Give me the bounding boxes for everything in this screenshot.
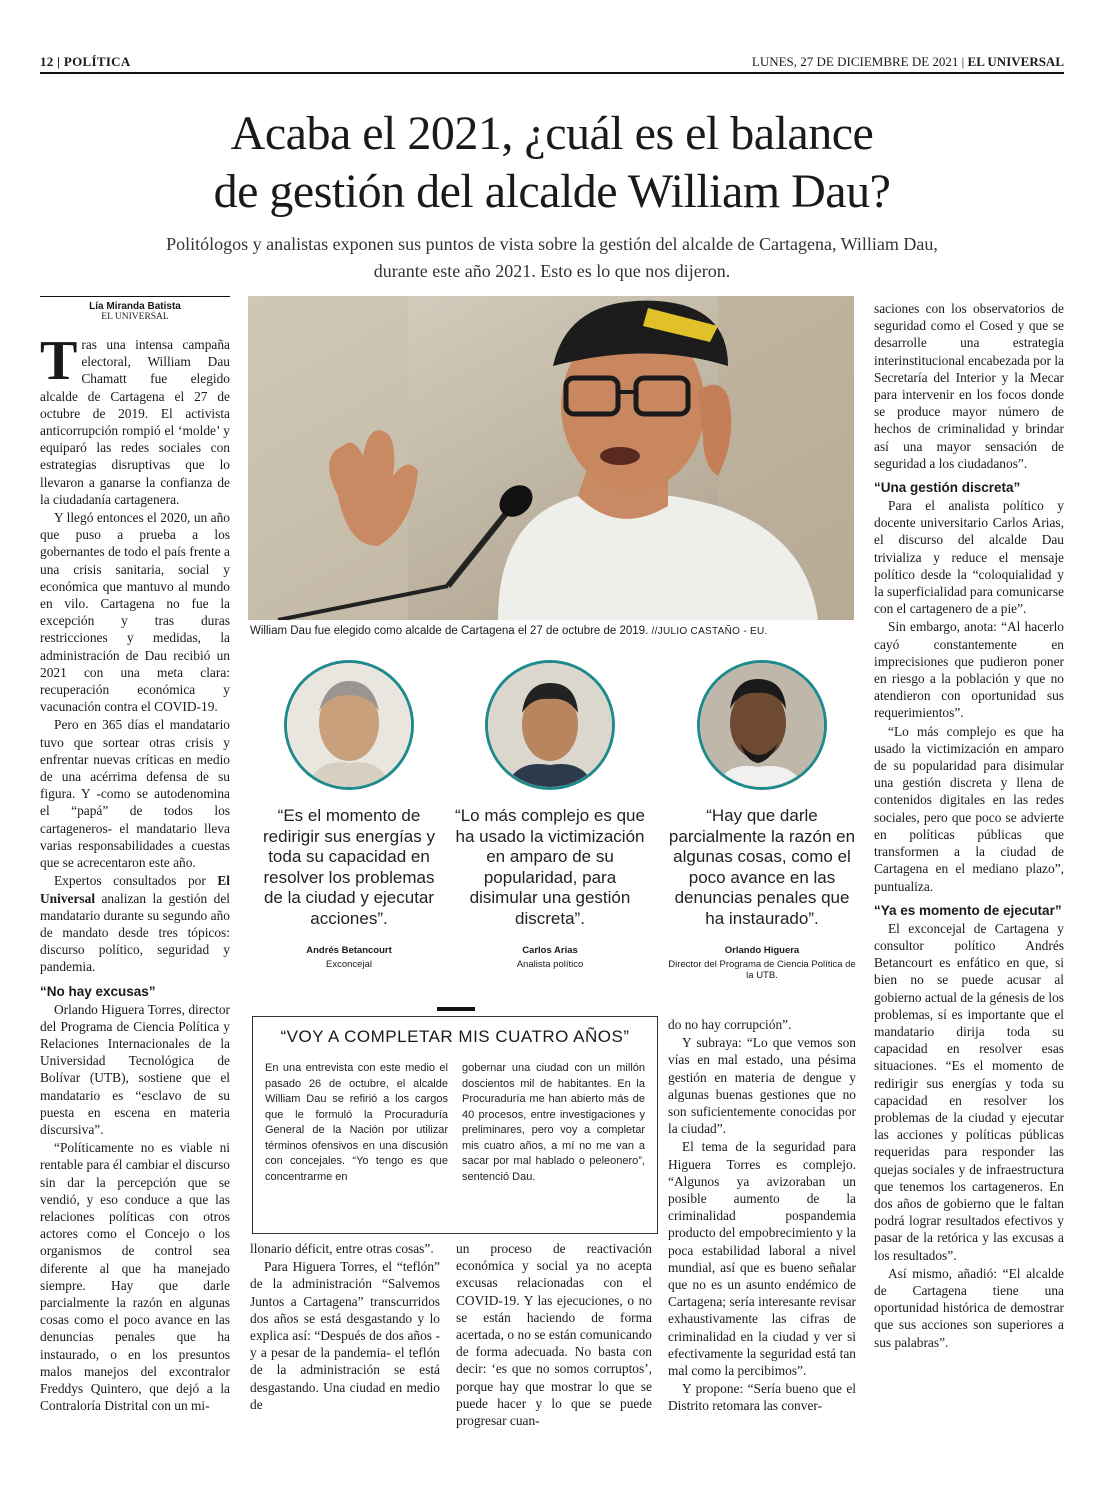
quote-text-3: “Hay que darle parcialmente la razón en algunas cosas, como el poco avance en las denuncias penales que ha instaurado”. — [668, 806, 856, 928]
headline — [40, 105, 1064, 221]
quote-role-2: Analista político — [516, 959, 584, 970]
subhead-una-gestion-discreta: “Una gestión discreta” — [874, 480, 1021, 496]
portrait-orlando-higuera — [697, 660, 827, 790]
deck-line-2: durante este año 2021. Esto es lo que nos dijeron. — [373, 261, 731, 281]
photo-credit: //JULIO CASTAÑO - EU. — [651, 626, 768, 637]
date-text: LUNES, 27 DE DICIEMBRE DE 2021 | — [751, 54, 965, 69]
quote-text-1: “Es el momento de redirigir sus energías y toda su capacidad en resolver los problemas de la ciudad y ejecutar acciones”. — [263, 806, 435, 928]
col5-paragraph-3: Sin embargo, anota: “Al hacerlo cayó constantemente en imprecisiones que pudieron poner en riesgo a la población y que no atendieron con oportunidad sus requerimientos”. — [874, 619, 1064, 721]
col1-paragraph-5: Orlando Higuera Torres, director del Programa de Ciencia Política y Relaciones Internacionales de la Universidad Tecnológica de Bolívar (UTB), sostiene que el mandatario es “esclavo de su puesta en escena en materia discursiva”. — [40, 1001, 230, 1137]
caption-text: William Dau fue elegido como alcalde de Cartagena el 27 de octubre de 2019. — [250, 625, 649, 637]
col4-paragraph-2: Y subraya: “Lo que vemos son vías en mal estado, una pésima gestión en materia de dengue y algunas buenas gestiones que no son suficientemente conocidas por la ciudad”. — [668, 1035, 856, 1137]
publication-name: EL UNIVERSAL — [967, 54, 1064, 69]
quote-role-3: Director del Programa de Ciencia Política de la UTB. — [668, 959, 856, 981]
col2-paragraph-2: Para Higuera Torres, el “teflón” de la administración “Salvemos Juntos a Cartagena” transcurridos dos años se está desgastando y lo explica así: “Después de dos años -y a pesar de la pandemia- el teflón de la administración se está desgastando. Una ciudad en medio de — [250, 1259, 440, 1412]
sidebar-title: “VOY A COMPLETAR MIS CUATRO AÑOS” — [280, 1027, 630, 1046]
portrait-carlos-arias — [485, 660, 615, 790]
col5-paragraph-6: Así mismo, añadió: “El alcalde de Cartagena tiene una oportunidad histórica de demostrar que sus acciones son superiores a sus palabras”. — [874, 1265, 1064, 1350]
page-header — [40, 52, 1064, 74]
col5-paragraph-4: “Lo más complejo es que ha usado la victimización en amparo de su popularidad para disimular una gestión discreta y llena de contenidos digitales en las redes sociales, pero que poco se advierte en políticas públicas que transformen a la ciudad de Cartagena en el mediano plazo”, puntualiza. — [874, 723, 1064, 894]
sidebar-text-left: En una entrevista con este medio el pasado 26 de octubre, el alcalde William Dau se refirió a los cargos que le formuló la Procuraduría General de la Nación por utilizar términos ofensivos en una discusión con concejales. “Yo tengo es que concentrarme en — [265, 1062, 448, 1183]
quote-name-3: Orlando Higuera — [724, 945, 800, 956]
sidebar-box — [252, 1016, 658, 1234]
column-3 — [456, 1240, 652, 1430]
headline-line-2: de gestión del alcalde William Dau? — [213, 165, 891, 218]
deck — [100, 231, 1004, 285]
page-section: 12 | POLÍTICA — [40, 54, 131, 69]
col5-paragraph-1: saciones con los observatorios de seguridad como el Cosed y que se desarrolle una estrategia interinstitucional encabezada por la Secretaría del Interior y la Mecar para intervenir en los focos donde se produce mayor número de hechos de criminalidad y brindar así una mayor sensación de seguridad a los ciudadanos”. — [874, 301, 1064, 471]
portrait-andres-betancourt — [284, 660, 414, 790]
col5-paragraph-2: Para el analista político y docente universitario Carlos Arias, el discurso del alcalde Dau trivializa y reduce el mensaje político desde la “coloquialidad y la superficialidad para comunicarse con el cartagenero de a pie”. — [874, 498, 1064, 617]
sidebar-text-right: gobernar una ciudad con un millón doscientos mil de habitantes. En la Procuraduría me han abierto más de 40 procesos, entre investigaciones y preliminares, pero voy a completar mis cuatro años, a mí no me van a sacar por mal hablado o peleonero”, sentenció Dau. — [462, 1062, 645, 1183]
author-name: Lía Miranda Batista — [89, 301, 181, 312]
main-photo — [248, 296, 854, 620]
col4-paragraph-3: El tema de la seguridad para Higuera Torres es complejo. “Algunos ya avizoraban un posible aumento de la criminalidad pospandemia producto del empobrecimiento y la poca estabilidad laboral a nivel mundial, así que es bueno señalar que no es un asunto endémico de Cartagena; sería interesante revisar exhaustivamente las cifras de criminalidad en la ciudad y ver si efectivamente la seguridad está tan mal como la percibimos”. — [668, 1139, 856, 1379]
byline — [40, 296, 230, 322]
deck-line-1: Politólogos y analistas exponen sus puntos de vista sobre la gestión del alcalde de Cartagena, William Dau, — [166, 234, 938, 254]
col1-paragraph-6: “Políticamente no es viable ni rentable para él cambiar el discurso sin dar la percepción que se vendió, y eso conduce a que las relaciones políticas con otros actores como el Concejo o los organismos de control sea diferente al que ha manejado siempre. Hay que darle parcialmente la razón en algunas cosas como el poco avance en las denuncias penales que ha instaurado, o en los presuntos malos manejos del excontralor Freddys Quintero, que dejó a la Contraloría Distrital con un mi- — [40, 1140, 230, 1414]
col1-paragraph-4: Expertos consultados por El Universal analizan la gestión del mandatario durante su segundo año de mandato desde tres tópicos: discurso político, seguridad y pandemia. — [40, 873, 230, 975]
quote-name-1: Andrés Betancourt — [306, 945, 392, 956]
quote-name-2: Carlos Arias — [522, 945, 578, 956]
headline-line-1: Acaba el 2021, ¿cuál es el balance — [230, 107, 874, 160]
col1-paragraph-1: Tras una intensa campaña electoral, William Dau Chamatt fue elegido alcalde de Cartagena el 27 de octubre de 2019. El activista anticorrupción rompió el ‘molde’ y equiparó las redes sociales con estrategias disruptivas que lo llevaron a ganarse la confianza de la ciudadanía cartagenera. — [40, 330, 230, 507]
quote-box-2 — [452, 660, 648, 980]
col1-paragraph-3: Pero en 365 días el mandatario tuvo que sortear otras crisis y enfrentar nuevas críticas en medio de una acérrima defensa de su figura. Y -como se autodenomina el “papá” de todos los cartageneros- el mandatario lleva varias responsabilidades a cuestas que se acrecentaron este año. — [40, 717, 230, 871]
col4-paragraph-4: Y propone: “Sería bueno que el Distrito retomara las conver- — [668, 1381, 856, 1414]
dropcap: T — [40, 330, 78, 392]
photo-william-dau — [248, 296, 854, 620]
col2-paragraph-1: llonario déficit, entre otras cosas”. — [250, 1241, 434, 1256]
quote-box-3 — [664, 660, 860, 980]
photo-caption — [250, 624, 854, 639]
column-2 — [250, 1240, 440, 1414]
column-4 — [668, 1016, 856, 1416]
subhead-ya-es-momento: “Ya es momento de ejecutar” — [874, 902, 1062, 918]
sidebar-accent — [437, 1007, 475, 1017]
col3-paragraph-1: un proceso de reactivación económica y social ya no acepta excusas relacionadas con el COVID-19. Y las ejecuciones, o no se están haciendo de forma acertada, o no se están comunicando de forma adecuada. No basta con decir: ‘es que no somos corruptos’, porque hay que mostrar lo que se puede hacer y lo que se puede progresar cuan- — [456, 1241, 652, 1429]
quote-text-2: “Lo más complejo es que ha usado la victimización en amparo de su popularidad, para disimular una gestión discreta”. — [455, 806, 645, 928]
quote-role-1: Exconcejal — [326, 959, 372, 970]
col4-paragraph-1: do no hay corrupción”. — [668, 1017, 792, 1032]
subhead-no-hay-excusas: “No hay excusas” — [40, 983, 156, 999]
col1-paragraph-2: Y llegó entonces el 2020, un año que puso a prueba a los gobernantes de todo el país frente a una crisis sanitaria, social y económica que mantuvo al mundo en vilo. Cartagena no fue la excepción y tras duras restricciones y medidas, la administración de Dau recibió un 2021 con una meta clara: recuperación económica y vacunación contra el COVID-19. — [40, 510, 230, 715]
issue-date — [752, 54, 1064, 70]
col5-paragraph-5: El exconcejal de Cartagena y consultor político Andrés Betancourt es enfático en que, si bien no se puede acusar al gobierno actual de la génesis de los problemas, sí es importante que el mandatario dirija toda su capacidad en resolver esas situaciones. “Es el momento de redirigir sus energías y toda su capacidad en resolver los problemas de la ciudad y ejecutar las acciones y políticas públicas requeridas para responder las quejas sociales y de infraestructura que tenemos los cartageneros. En dos años de gobierno que le faltan podrá lograr resultados efectivos y pasar de la retórica y las excusas a los resultados”. — [874, 920, 1064, 1263]
author-outlet: EL UNIVERSAL — [101, 312, 169, 322]
column-5 — [874, 300, 1064, 1352]
quote-box-1 — [258, 660, 440, 980]
column-1 — [40, 330, 230, 1415]
